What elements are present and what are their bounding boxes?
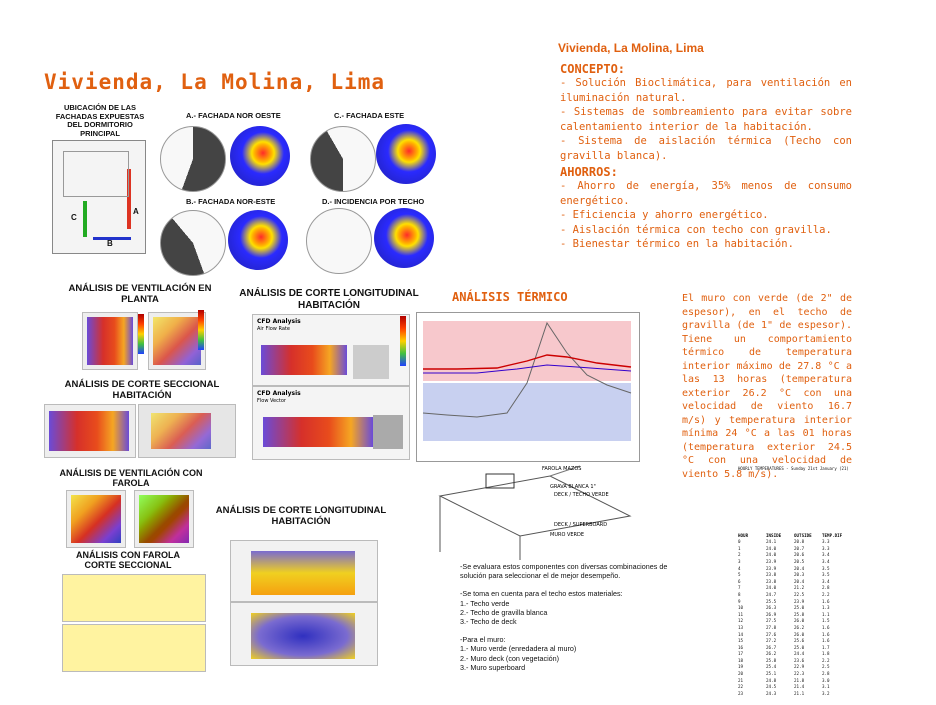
table-cell: 3	[738, 558, 741, 564]
table-cell: 24.3	[766, 690, 777, 696]
techo-item: 3.- Techo de deck	[460, 617, 517, 627]
plan-room	[63, 151, 129, 197]
cfd-farola-corte-1	[62, 574, 206, 622]
table-row	[738, 651, 852, 658]
table-cell: 25.6	[794, 638, 805, 644]
table-cell: 25.0	[794, 605, 805, 611]
table-row	[738, 585, 852, 592]
table-cell: 1.5	[822, 618, 830, 624]
table-row	[738, 678, 852, 685]
table-cell: 2.2	[822, 657, 830, 663]
table-cell: 2.8	[822, 671, 830, 677]
table-cell: 13	[738, 624, 744, 630]
table-cell: 24.7	[766, 591, 777, 597]
ahorros-title: AHORROS:	[560, 165, 618, 179]
table-cell: 21.8	[794, 677, 805, 683]
table-cell: HOUR	[738, 532, 749, 538]
table-cell: 27.5	[766, 618, 777, 624]
corte-seccional-title: ANÁLISIS DE CORTE SECCIONAL HABITACIÓN	[64, 379, 220, 401]
table-row	[738, 552, 852, 559]
cfd-longitudinal-2	[252, 386, 410, 460]
plan-letter-a: A	[133, 207, 139, 216]
table-cell: 20.7	[794, 545, 805, 551]
concepto-item: - Sistema de aislación térmica (Techo con gravilla blanca).	[560, 135, 852, 162]
table-cell: 21.2	[794, 585, 805, 591]
table-cell: 1.3	[822, 605, 830, 611]
cfd-label: CFD Analysis	[257, 318, 301, 325]
table-cell: 23.9	[766, 558, 777, 564]
main-title: Vivienda, La Molina, Lima	[44, 70, 386, 94]
table-cell: 27.8	[766, 624, 777, 630]
table-cell: 26.0	[794, 631, 805, 637]
detail-sketch	[430, 456, 646, 560]
chart-lines	[417, 313, 639, 461]
table-cell: 23.8	[766, 578, 777, 584]
table-cell: 2.8	[822, 585, 830, 591]
table-cell: 20.6	[794, 552, 805, 558]
cfd-scale	[138, 314, 144, 354]
cfd-sublabel: Air Flow Rate	[257, 326, 290, 332]
table-cell: 22.5	[794, 591, 805, 597]
table-cell: 12	[738, 618, 744, 624]
table-cell: 1.6	[822, 598, 830, 604]
detail-label: DECK / TECHO VERDE	[554, 492, 609, 498]
cfd-scale	[400, 316, 406, 366]
detail-lines	[430, 456, 646, 560]
table-cell: 7	[738, 585, 741, 591]
table-cell: 24.8	[766, 677, 777, 683]
table-cell: 3.2	[822, 690, 830, 696]
sunpath-b	[160, 210, 226, 276]
table-cell: 2	[738, 552, 741, 558]
table-cell: 24.5	[766, 684, 777, 690]
table-title: HOURLY TEMPERATURES - Sunday 21st January (21)	[738, 466, 849, 471]
table-cell: 25.4	[766, 664, 777, 670]
ahorros-item: - Eficiencia y ahorro energético.	[560, 209, 769, 221]
table-cell: 27.2	[766, 638, 777, 644]
table-row	[738, 625, 852, 632]
ahorros-item: - Bienestar térmico en la habitación.	[560, 238, 794, 250]
fachada-b-title: B.- FACHADA NOR-ESTE	[186, 197, 276, 206]
table-row	[738, 664, 852, 671]
table-cell: 5	[738, 572, 741, 578]
table-cell: 1.1	[822, 611, 830, 617]
table-cell: 17	[738, 651, 744, 657]
table-row	[738, 572, 852, 579]
table-row	[738, 539, 852, 546]
cfd-longitudinal-4	[230, 602, 378, 666]
detail-label: FAROLA MAZOS	[542, 466, 582, 472]
table-row	[738, 658, 852, 665]
table-cell: 23.8	[766, 572, 777, 578]
table-cell: 21.4	[794, 684, 805, 690]
table-cell: 27.6	[766, 631, 777, 637]
table-cell: 23.9	[794, 598, 805, 604]
small-title: Vivienda, La Molina, Lima	[558, 41, 704, 55]
table-row	[738, 605, 852, 612]
table-cell: 3.4	[822, 578, 830, 584]
ventilacion-farola-title: ANÁLISIS DE VENTILACIÓN CON FAROLA	[59, 468, 203, 489]
table-row	[738, 579, 852, 586]
ventilacion-planta-title: ANÁLISIS DE VENTILACIÓN EN PLANTA	[68, 283, 212, 305]
table-cell: 22.9	[794, 664, 805, 670]
muro-item: 3.- Muro superboard	[460, 662, 526, 672]
table-cell: TEMP.DIF	[822, 532, 843, 538]
table-cell: 3.5	[822, 565, 830, 571]
table-row	[738, 618, 852, 625]
thermal-chart	[416, 312, 640, 462]
muro-item: 2.- Muro deck (con vegetación)	[460, 653, 560, 663]
table-cell: 24.4	[794, 651, 805, 657]
table-cell: 4	[738, 565, 741, 571]
table-cell: 26.2	[794, 624, 805, 630]
cfd-longitudinal-1	[252, 314, 410, 386]
concepto-block	[560, 62, 852, 252]
floor-plan	[52, 140, 146, 254]
table-cell: 23.9	[766, 565, 777, 571]
materiales-intro: -Se evaluara estos componentes con diversas combinaciones de solución para seleccionar el de mejor desempeño.	[460, 562, 668, 581]
table-cell: 25.5	[766, 598, 777, 604]
cfd-plan-1	[82, 312, 138, 370]
plan-letter-c: C	[71, 213, 77, 222]
table-cell: 1	[738, 545, 741, 551]
radiation-b	[228, 210, 288, 270]
techo-item: 1.- Techo verde	[460, 598, 510, 608]
table-cell: 11	[738, 611, 744, 617]
cfd-label: CFD Analysis	[257, 390, 301, 397]
fachada-d-title: D.- INCIDENCIA POR TECHO	[322, 197, 425, 206]
table-cell: 26.9	[766, 611, 777, 617]
cfd-scale	[198, 310, 204, 350]
table-row	[738, 599, 852, 606]
ahorros-item: - Aislación térmica con techo con gravilla.	[560, 223, 832, 236]
table-cell: 1.6	[822, 638, 830, 644]
table-cell: 3.1	[822, 684, 830, 690]
table-cell: 10	[738, 605, 744, 611]
detail-label: DECK / SUPERBOARD	[554, 522, 608, 528]
table-row	[738, 559, 852, 566]
ahorros-item: - Ahorro de energía, 35% menos de consumo energético.	[560, 180, 852, 207]
table-cell: 23.6	[794, 657, 805, 663]
table-row	[738, 684, 852, 691]
table-cell: 8	[738, 591, 741, 597]
corte-longitudinal-title-2: ANÁLISIS DE CORTE LONGITUDINAL HABITACIÓN	[215, 505, 387, 527]
muro-item: 1.- Muro verde (enredadera al muro)	[460, 644, 577, 654]
table-cell: 22.3	[794, 671, 805, 677]
radiation-a	[230, 126, 290, 186]
table-cell: 3.4	[822, 558, 830, 564]
termico-title: ANÁLISIS TÉRMICO	[452, 290, 568, 304]
table-cell: 24.0	[766, 545, 777, 551]
cfd-farola-1	[66, 490, 126, 548]
cfd-farola-corte-2	[62, 624, 206, 672]
table-cell: 3.4	[822, 552, 830, 558]
table-cell: 24.0	[766, 552, 777, 558]
cfd-section-2	[138, 404, 236, 458]
table-cell: 24.0	[766, 585, 777, 591]
table-cell: 20.3	[794, 572, 805, 578]
table-cell: 25.8	[766, 657, 777, 663]
plan-title: UBICACIÓN DE LAS FACHADAS EXPUESTAS DEL DORMITORIO PRINCIPAL	[55, 103, 145, 138]
sunpath-a	[160, 126, 226, 192]
table-cell: 6	[738, 578, 741, 584]
table-cell: 14	[738, 631, 744, 637]
table-cell: 1.6	[822, 624, 830, 630]
table-cell: 20.4	[794, 578, 805, 584]
cfd-section-1	[44, 404, 136, 458]
fachada-c-title: C.- FACHADA ESTE	[334, 111, 405, 120]
fachada-a-title: A.- FACHADA NOR OESTE	[186, 111, 281, 120]
plan-wall-green	[83, 201, 87, 237]
table-cell: 24.1	[766, 539, 777, 545]
detail-label: GRAVA BLANCA 1"	[550, 484, 596, 490]
table-cell: 2.2	[822, 591, 830, 597]
materiales-muro-heading: -Para el muro:	[460, 635, 506, 645]
table-cell: 2.5	[822, 664, 830, 670]
table-cell: 25.8	[794, 611, 805, 617]
table-row	[738, 533, 852, 540]
table-cell: 18	[738, 657, 744, 663]
table-cell: 20.5	[794, 558, 805, 564]
table-cell: 9	[738, 598, 741, 604]
radiation-c	[376, 124, 436, 184]
table-cell: 26.0	[794, 618, 805, 624]
cfd-sublabel: Flow Vector	[257, 398, 286, 404]
table-cell: 20	[738, 671, 744, 677]
table-cell: 3.3	[822, 539, 830, 545]
table-row	[738, 612, 852, 619]
cfd-farola-2	[134, 490, 194, 548]
sunpath-c	[310, 126, 376, 192]
table-cell: 26.2	[766, 651, 777, 657]
table-cell: 0	[738, 539, 741, 545]
table-cell: OUTSIDE	[794, 532, 812, 538]
sunpath-d	[306, 208, 372, 274]
table-cell: 25.0	[794, 644, 805, 650]
table-cell: 15	[738, 638, 744, 644]
table-cell: 21.1	[794, 690, 805, 696]
techo-item: 2.- Techo de gravilla blanca	[460, 607, 548, 617]
table-cell: 20.4	[794, 565, 805, 571]
table-cell: 21	[738, 677, 744, 683]
termico-text: El muro con verde (de 2" de espesor), en el techo de gravilla (de 1" de espesor). Tiene un comportamiento térmico de temperatura interior máximo de 27.8 °C a las 13 horas (temperatura exterior 26.2 °C con una velocidad de viento 16.7 m/s) y temperatura interior mínima 24 °C a las 01 horas (temperatura exterior 24.5 °C con una velocidad de viento 5.8 m/s).	[682, 293, 859, 480]
temp-table	[738, 466, 852, 697]
radiation-d	[374, 208, 434, 268]
table-cell: 1.8	[822, 651, 830, 657]
farola-corte-title: ANÁLISIS CON FAROLA CORTE SECCIONAL	[75, 550, 180, 571]
table-body	[738, 533, 852, 698]
table-row	[738, 638, 852, 645]
concepto-item: - Solución Bioclimática, para ventilación en iluminación natural.	[560, 77, 852, 104]
plan-letter-b: B	[107, 239, 113, 248]
corte-longitudinal-title-1: ANÁLISIS DE CORTE LONGITUDINAL HABITACIÓN	[239, 288, 419, 311]
table-cell: 26.3	[766, 605, 777, 611]
table-cell: 26.7	[766, 644, 777, 650]
detail-label: MURO VERDE	[550, 532, 585, 538]
materiales-block	[460, 562, 678, 672]
table-cell: 16	[738, 644, 744, 650]
table-cell: 19	[738, 664, 744, 670]
table-row	[738, 632, 852, 639]
table-cell: 20.8	[794, 539, 805, 545]
materiales-techo-heading: -Se toma en cuenta para el techo estos materiales:	[460, 589, 623, 599]
table-row	[738, 691, 852, 698]
table-cell: 3.5	[822, 572, 830, 578]
concepto-title: CONCEPTO:	[560, 62, 626, 76]
table-cell: 1.6	[822, 631, 830, 637]
table-row	[738, 566, 852, 573]
table-cell: 3.0	[822, 677, 830, 683]
table-cell: 22	[738, 684, 744, 690]
concepto-item: - Sistemas de sombreamiento para evitar sobre calentamiento interior de la habitación.	[560, 106, 852, 133]
table-cell: INSIDE	[766, 532, 782, 538]
table-row	[738, 546, 852, 553]
table-cell: 23	[738, 690, 744, 696]
table-row	[738, 592, 852, 599]
table-cell: 1.7	[822, 644, 830, 650]
table-cell: 25.1	[766, 671, 777, 677]
table-cell: 3.3	[822, 545, 830, 551]
cfd-longitudinal-3	[230, 540, 378, 602]
table-row	[738, 645, 852, 652]
table-row	[738, 671, 852, 678]
